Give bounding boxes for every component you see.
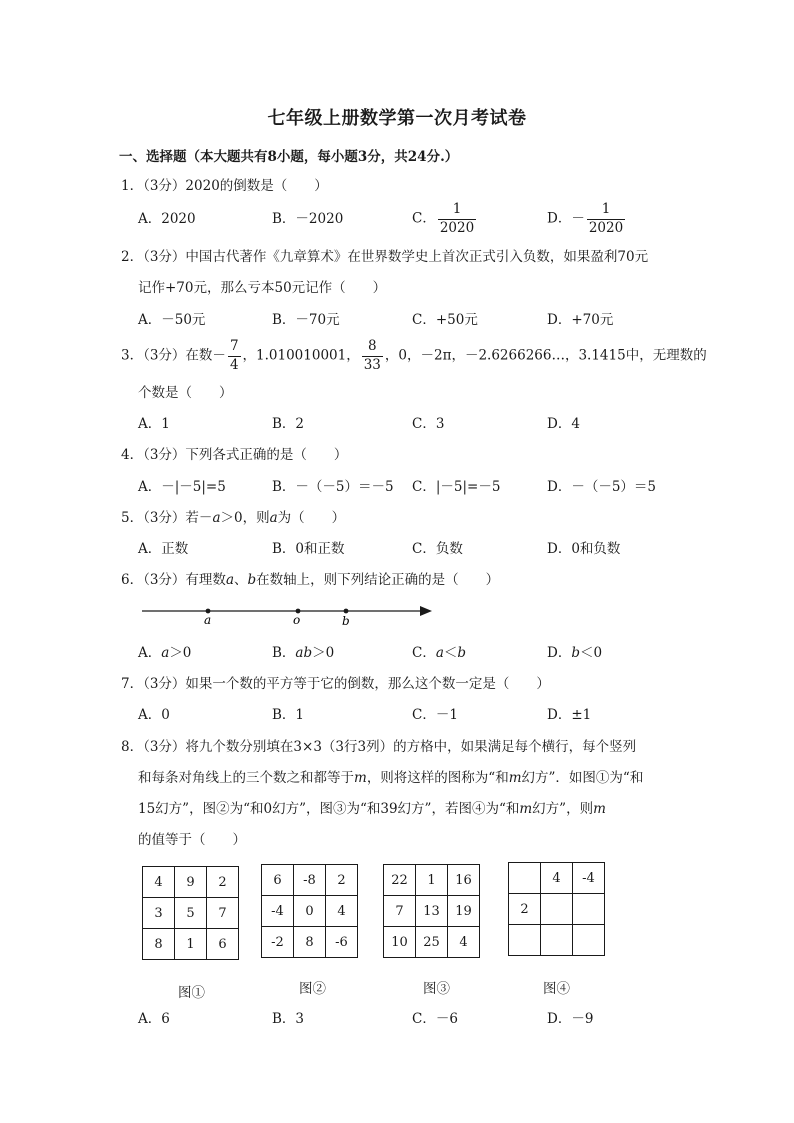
axis-arrow-icon bbox=[420, 606, 432, 616]
q1-stem: 1．（3分）2020的倒数是（ ） bbox=[121, 178, 328, 194]
section-heading: 一、选择题（本大题共有8小题，每小题3分，共24分.） bbox=[119, 149, 459, 165]
grid-cell: -4 bbox=[262, 896, 294, 927]
grid-cell bbox=[573, 925, 605, 956]
q4-option-c: C．|－5|=－5 bbox=[412, 479, 501, 495]
grid-cell: 6 bbox=[262, 865, 294, 896]
q8-stem-line3: 15幻方”，图②为“和0幻方”，图③为“和39幻方”，若图④为“和m幻方”，则m bbox=[138, 801, 606, 817]
grid-cell: 22 bbox=[384, 865, 416, 896]
number-line bbox=[140, 600, 440, 632]
grid-cell: 0 bbox=[294, 896, 326, 927]
grid-cell: 4 bbox=[143, 867, 175, 898]
q6-stem: 6．（3分）有理数a、b在数轴上，则下列结论正确的是（ ） bbox=[121, 572, 500, 588]
magic-square-4 bbox=[508, 862, 605, 956]
label-a: a bbox=[204, 613, 212, 627]
fraction: $\frac{7}{4}$ bbox=[229, 338, 239, 373]
magic-square-2 bbox=[261, 864, 358, 958]
q7-option-a: A．0 bbox=[138, 707, 170, 723]
grid-cell: 1 bbox=[416, 865, 448, 896]
q2-option-a: A．－50元 bbox=[138, 312, 206, 328]
q4-option-b: B．－（－5）＝－5 bbox=[272, 479, 394, 495]
grid-cell: 10 bbox=[384, 927, 416, 958]
fraction: $\frac{1}{2020}$ bbox=[588, 201, 624, 236]
q4-stem: 4．（3分）下列各式正确的是（ ） bbox=[121, 447, 348, 463]
grid-cell: 2 bbox=[207, 867, 239, 898]
grid-cell: 4 bbox=[448, 927, 480, 958]
q1-option-c: C． $\frac{1}{2020}$ bbox=[412, 201, 475, 236]
q2-option-d: D．+70元 bbox=[547, 312, 614, 328]
q1-option-a: A．2020 bbox=[138, 211, 196, 227]
grid-cell: 19 bbox=[448, 896, 480, 927]
grid-caption-2: 图② bbox=[299, 981, 326, 997]
grid-cell: 25 bbox=[416, 927, 448, 958]
q7-option-d: D．±1 bbox=[547, 707, 592, 723]
q7-option-b: B．1 bbox=[272, 707, 305, 723]
q1-option-d: D．－ $\frac{1}{2020}$ bbox=[547, 201, 624, 236]
q3-option-a: A．1 bbox=[138, 416, 170, 432]
q2-option-c: C．+50元 bbox=[412, 312, 478, 328]
grid-cell bbox=[509, 925, 541, 956]
grid-cell: 13 bbox=[416, 896, 448, 927]
q5-option-b: B．0和正数 bbox=[272, 541, 345, 557]
grid-cell: 7 bbox=[207, 898, 239, 929]
grid-cell: 8 bbox=[294, 927, 326, 958]
q8-option-d: D．－9 bbox=[547, 1011, 594, 1027]
grid-cell: 16 bbox=[448, 865, 480, 896]
q8-stem-line4: 的值等于（ ） bbox=[138, 832, 246, 848]
q6-option-b: B．ab＞0 bbox=[272, 645, 335, 661]
label-o: o bbox=[293, 613, 301, 627]
q8-stem-line2: 和每条对角线上的三个数之和都等于m，则将这样的图称为“和m幻方”．如图①为“和 bbox=[138, 770, 644, 786]
q2-stem-line2: 记作+70元，那么亏本50元记作（ ） bbox=[138, 280, 387, 296]
grid-caption-1: 图① bbox=[178, 985, 205, 1001]
q4-option-d: D．－（－5）＝5 bbox=[547, 479, 657, 495]
grid-cell: 4 bbox=[326, 896, 358, 927]
fraction: $\frac{1}{2020}$ bbox=[439, 201, 475, 236]
q1-option-b: B．－2020 bbox=[272, 211, 344, 227]
grid-cell bbox=[573, 894, 605, 925]
q8-option-a: A．6 bbox=[138, 1011, 170, 1027]
q5-option-a: A．正数 bbox=[138, 541, 189, 557]
grid-cell: 2 bbox=[509, 894, 541, 925]
grid-cell bbox=[541, 925, 573, 956]
q5-stem: 5．（3分）若－a＞0，则a为（ ） bbox=[121, 510, 346, 526]
q4-option-a: A．－|－5|=5 bbox=[138, 479, 226, 495]
grid-cell: -8 bbox=[294, 865, 326, 896]
grid-cell: 8 bbox=[143, 929, 175, 960]
grid-cell bbox=[541, 894, 573, 925]
q7-option-c: C．－1 bbox=[412, 707, 458, 723]
magic-square-3 bbox=[383, 864, 480, 958]
q3-option-d: D．4 bbox=[547, 416, 580, 432]
magic-square-1 bbox=[142, 866, 239, 960]
q3-stem-line2: 个数是（ ） bbox=[138, 385, 233, 401]
grid-cell: 9 bbox=[175, 867, 207, 898]
grid-cell: 7 bbox=[384, 896, 416, 927]
q3-option-b: B．2 bbox=[272, 416, 305, 432]
grid-cell: 1 bbox=[175, 929, 207, 960]
q6-option-a: A．a＞0 bbox=[138, 645, 192, 661]
q3-option-c: C．3 bbox=[412, 416, 445, 432]
grid-cell: 2 bbox=[326, 865, 358, 896]
q8-option-b: B．3 bbox=[272, 1011, 305, 1027]
q7-stem: 7．（3分）如果一个数的平方等于它的倒数，那么这个数一定是（ ） bbox=[121, 676, 550, 692]
fraction: $\frac{8}{33}$ bbox=[363, 338, 381, 373]
label-b: b bbox=[342, 614, 350, 628]
point-b bbox=[344, 609, 349, 614]
q2-option-b: B．－70元 bbox=[272, 312, 340, 328]
grid-cell: 3 bbox=[143, 898, 175, 929]
grid-caption-4: 图④ bbox=[543, 981, 570, 997]
grid-cell: 4 bbox=[541, 863, 573, 894]
grid-cell: 6 bbox=[207, 929, 239, 960]
grid-cell bbox=[509, 863, 541, 894]
grid-caption-3: 图③ bbox=[423, 981, 450, 997]
q6-option-c: C．a＜b bbox=[412, 645, 467, 661]
q3-stem-line1: 3．（3分）在数－ $\frac{7}{4}$ ，1.010010001， $\frac{8}{33}$ ，0，－2π，－2.6266266…，3.1415中，无理数的 bbox=[121, 338, 707, 373]
grid-cell: -2 bbox=[262, 927, 294, 958]
q5-option-d: D．0和负数 bbox=[547, 541, 621, 557]
q8-option-c: C．－6 bbox=[412, 1011, 458, 1027]
q5-option-c: C．负数 bbox=[412, 541, 463, 557]
q8-stem-line1: 8．（3分）将九个数分别填在3×3（3行3列）的方格中，如果满足每个横行，每个竖列 bbox=[121, 739, 637, 755]
grid-cell: -4 bbox=[573, 863, 605, 894]
page-title: 七年级上册数学第一次月考试卷 bbox=[267, 108, 527, 129]
q6-option-d: D．b＜0 bbox=[547, 645, 603, 661]
q2-stem-line1: 2．（3分）中国古代著作《九章算术》在世界数学史上首次正式引入负数，如果盈利70元 bbox=[121, 249, 649, 265]
grid-cell: -6 bbox=[326, 927, 358, 958]
grid-cell: 5 bbox=[175, 898, 207, 929]
